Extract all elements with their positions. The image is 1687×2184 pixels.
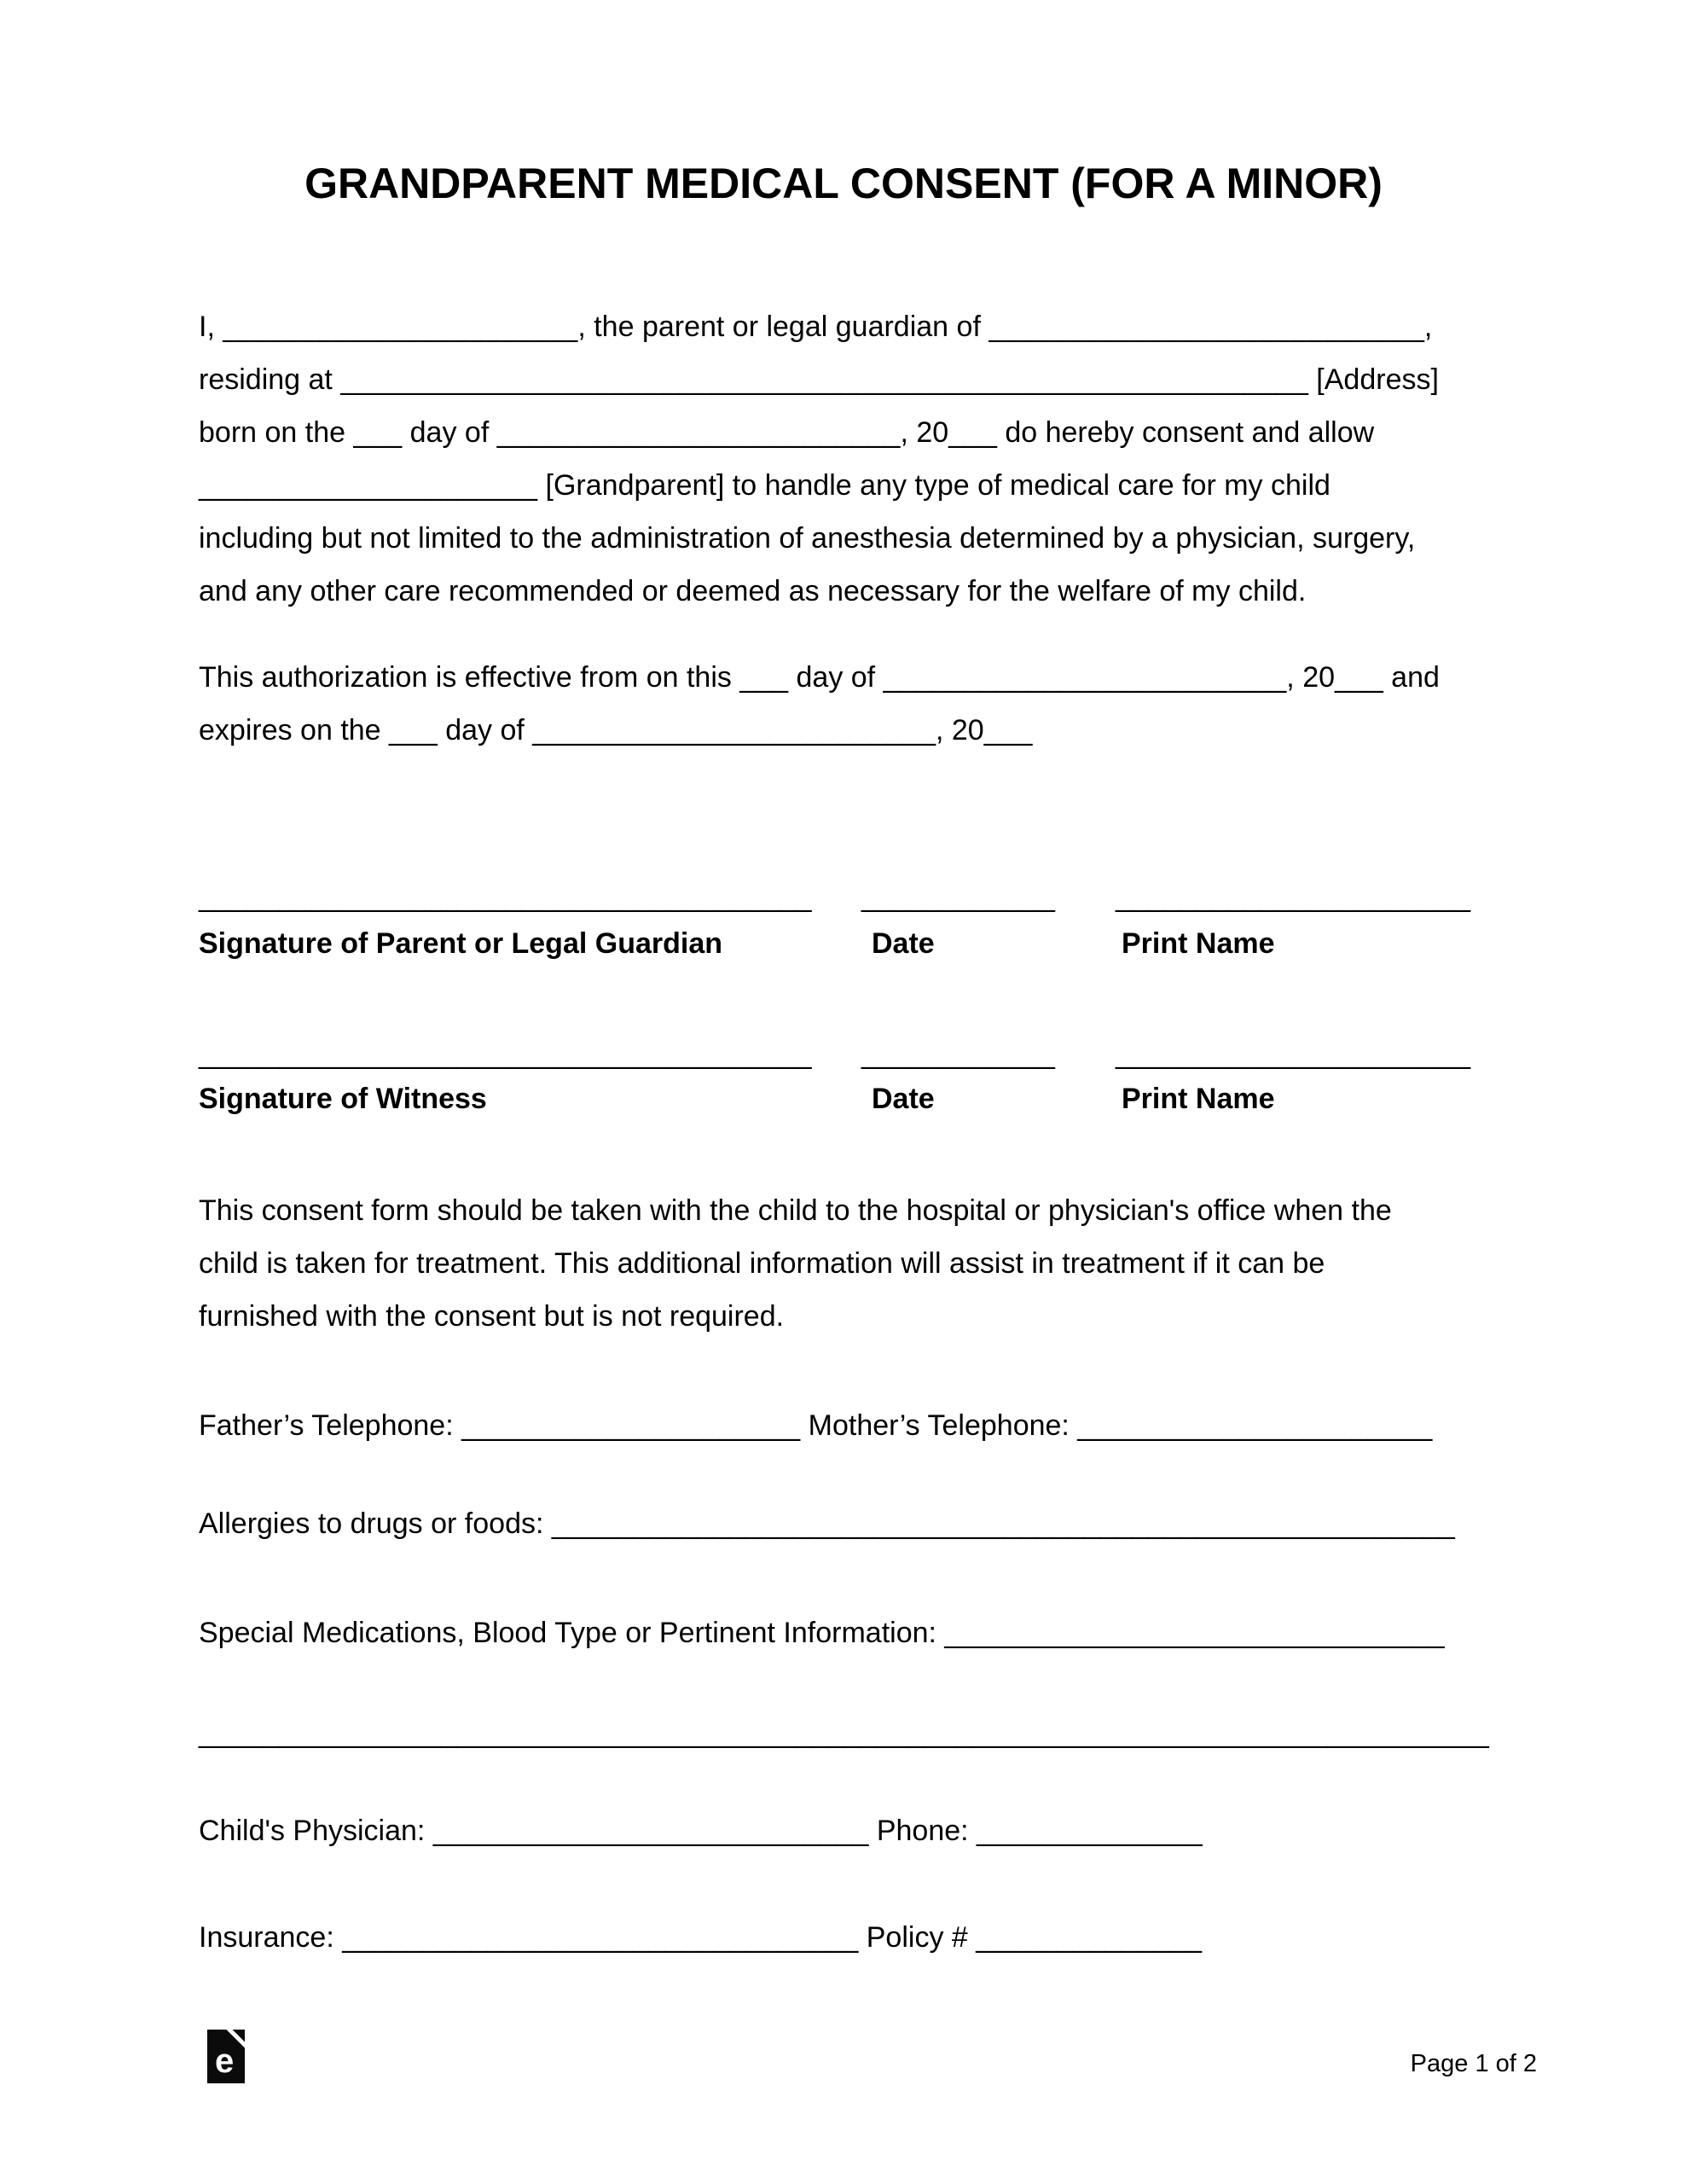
logo-letter: e [215, 2042, 235, 2080]
guardian-printname-label: Print Name [1122, 927, 1275, 960]
witness-printname-blank: ______________________ [1116, 1037, 1471, 1070]
witness-printname-label: Print Name [1122, 1083, 1275, 1115]
intro-line-3: born on the ___ day of _________________________, 20___ do hereby consent and allow [199, 416, 1375, 449]
allergies-field: Allergies to drugs or foods: ________________________________________________________ [199, 1507, 1455, 1540]
insurance-field: Insurance: ________________________________ Policy # ______________ [199, 1921, 1202, 1954]
note-line-1: This consent form should be taken with the child to the hospital or physician's office when the [199, 1194, 1392, 1227]
authorization-line-1: This authorization is effective from on this ___ day of _________________________, 20___ and [199, 661, 1440, 694]
note-paragraph [199, 1184, 1392, 1343]
continuation-blank-line: ________________________________________________________________________________ [199, 1716, 1489, 1749]
page-number: Page 1 of 2 [1410, 2050, 1537, 2077]
guardian-date-label: Date [872, 927, 935, 960]
witness-date-blank: ____________ [861, 1037, 1055, 1070]
witness-signature-blank: ______________________________________ [199, 1037, 812, 1070]
intro-line-1: I, ______________________, the parent or legal guardian of ___________________________, [199, 311, 1433, 343]
note-line-2: child is taken for treatment. This additional information will assist in treatment if it can be [199, 1247, 1325, 1280]
guardian-signature-blank: ______________________________________ [199, 880, 812, 913]
intro-line-4: _____________________ [Grandparent] to handle any type of medical care for my child [199, 469, 1330, 502]
intro-line-6: and any other care recommended or deemed as necessary for the welfare of my child. [199, 575, 1307, 607]
witness-date-label: Date [872, 1083, 935, 1115]
document-title: GRANDPARENT MEDICAL CONSENT (FOR A MINOR) [304, 160, 1383, 207]
authorization-paragraph [199, 651, 1440, 757]
parent-telephones-field: Father’s Telephone: _____________________ Mother’s Telephone: ______________________ [199, 1409, 1433, 1442]
guardian-date-blank: ____________ [861, 880, 1055, 913]
guardian-printname-blank: ______________________ [1116, 880, 1471, 913]
eforms-document-logo-icon [207, 2030, 245, 2083]
intro-line-2: residing at ____________________________________________________________ [Address] [199, 363, 1439, 396]
witness-signature-label: Signature of Witness [199, 1083, 487, 1115]
special-medications-field: Special Medications, Blood Type or Pertinent Information: _______________________________ [199, 1617, 1445, 1649]
intro-paragraph [199, 300, 1439, 618]
guardian-signature-label: Signature of Parent or Legal Guardian [199, 927, 722, 960]
intro-line-5: including but not limited to the administration of anesthesia determined by a physician, surgery, [199, 522, 1416, 555]
authorization-line-2: expires on the ___ day of _________________________, 20___ [199, 714, 1033, 746]
note-line-3: furnished with the consent but is not required. [199, 1300, 785, 1333]
child-physician-field: Child's Physician: ___________________________ Phone: ______________ [199, 1815, 1203, 1847]
